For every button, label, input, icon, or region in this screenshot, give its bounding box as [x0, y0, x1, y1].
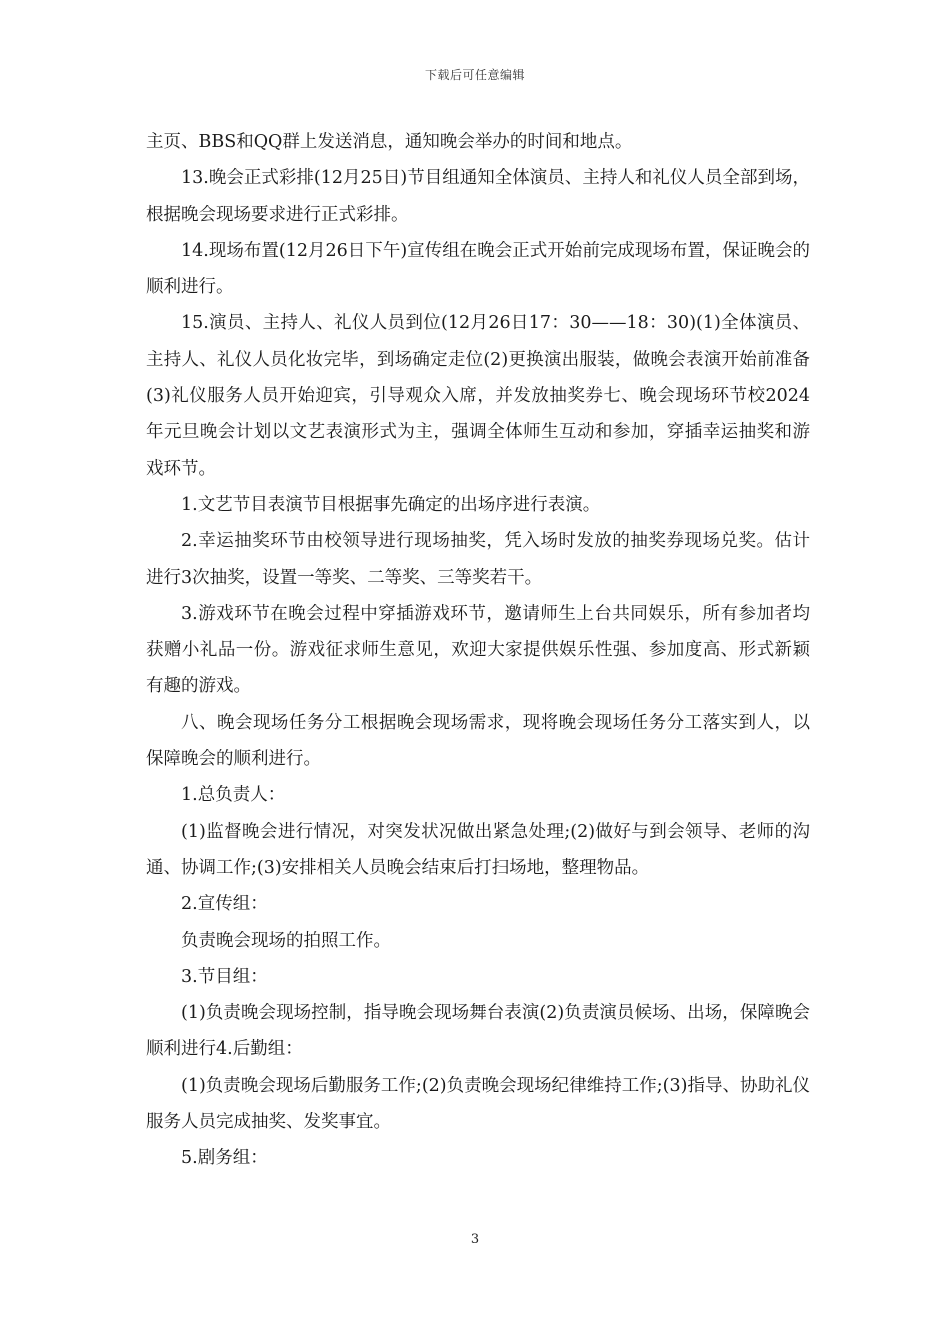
page-header-note: 下载后可任意编辑 [424, 68, 525, 82]
paragraph: (1)监督晚会进行情况，对突发状况做出紧急处理;(2)做好与到会领导、老师的沟通、协调工作;(3)安排相关人员晚会结束后打扫场地，整理物品。 [146, 821, 810, 878]
paragraph: 13.晚会正式彩排(12月25日)节目组通知全体演员、主持人和礼仪人员全部到场，根据晚会现场要求进行正式彩排。 [146, 168, 810, 225]
paragraph: 负责晚会现场的拍照工作。 [181, 930, 391, 951]
paragraph: (1)负责晚会现场控制，指导晚会现场舞台表演(2)负责演员候场、出场，保障晚会顺利进行4.后勤组： [146, 1003, 810, 1060]
paragraph: 1.文艺节目表演节目根据事先确定的出场序进行表演。 [181, 494, 601, 515]
paragraph: 2.幸运抽奖环节由校领导进行现场抽奖，凭入场时发放的抽奖券现场兑奖。估计进行3次抽奖，设置一等奖、二等奖、三等奖若干。 [146, 531, 810, 588]
paragraph: 3.游戏环节在晚会过程中穿插游戏环节，邀请师生上台共同娱乐，所有参加者均获赠小礼品一份。游戏征求师生意见，欢迎大家提供娱乐性强、参加度高、形式新颖有趣的游戏。 [146, 603, 810, 697]
section-heading: 1.总负责人： [181, 785, 286, 806]
document-body [146, 124, 810, 1177]
paragraph: 14.现场布置(12月26日下午)宣传组在晚会正式开始前完成现场布置，保证晚会的顺利进行。 [146, 240, 810, 298]
section-heading: 3.节目组： [181, 966, 268, 987]
page-number: 3 [470, 1232, 480, 1247]
paragraph: 15.演员、主持人、礼仪人员到位(12月26日17：30——18：30)(1)全体演员、主持人、礼仪人员化妆完毕，到场确定走位(2)更换演出服装，做晚会表演开始前准备(3)礼仪服务人员开始迎宾，引导观众入席，并发放抽奖券七、晚会现场环节校2024年元旦晚会计划以文艺表演形式为主，强调全体师生互动和参加，穿插幸运抽奖和游戏环节。 [146, 313, 810, 479]
paragraph: (1)负责晚会现场后勤服务工作;(2)负责晚会现场纪律维持工作;(3)指导、协助礼仪服务人员完成抽奖、发奖事宜。 [146, 1075, 810, 1133]
paragraph: 八、晚会现场任务分工根据晚会现场需求，现将晚会现场任务分工落实到人，以保障晚会的顺利进行。 [146, 712, 810, 770]
section-heading: 5.剧务组： [181, 1148, 268, 1169]
paragraph: 主页、BBS和QQ群上发送消息，通知晚会举办的时间和地点。 [146, 132, 633, 152]
section-heading: 2.宣传组： [181, 894, 268, 915]
